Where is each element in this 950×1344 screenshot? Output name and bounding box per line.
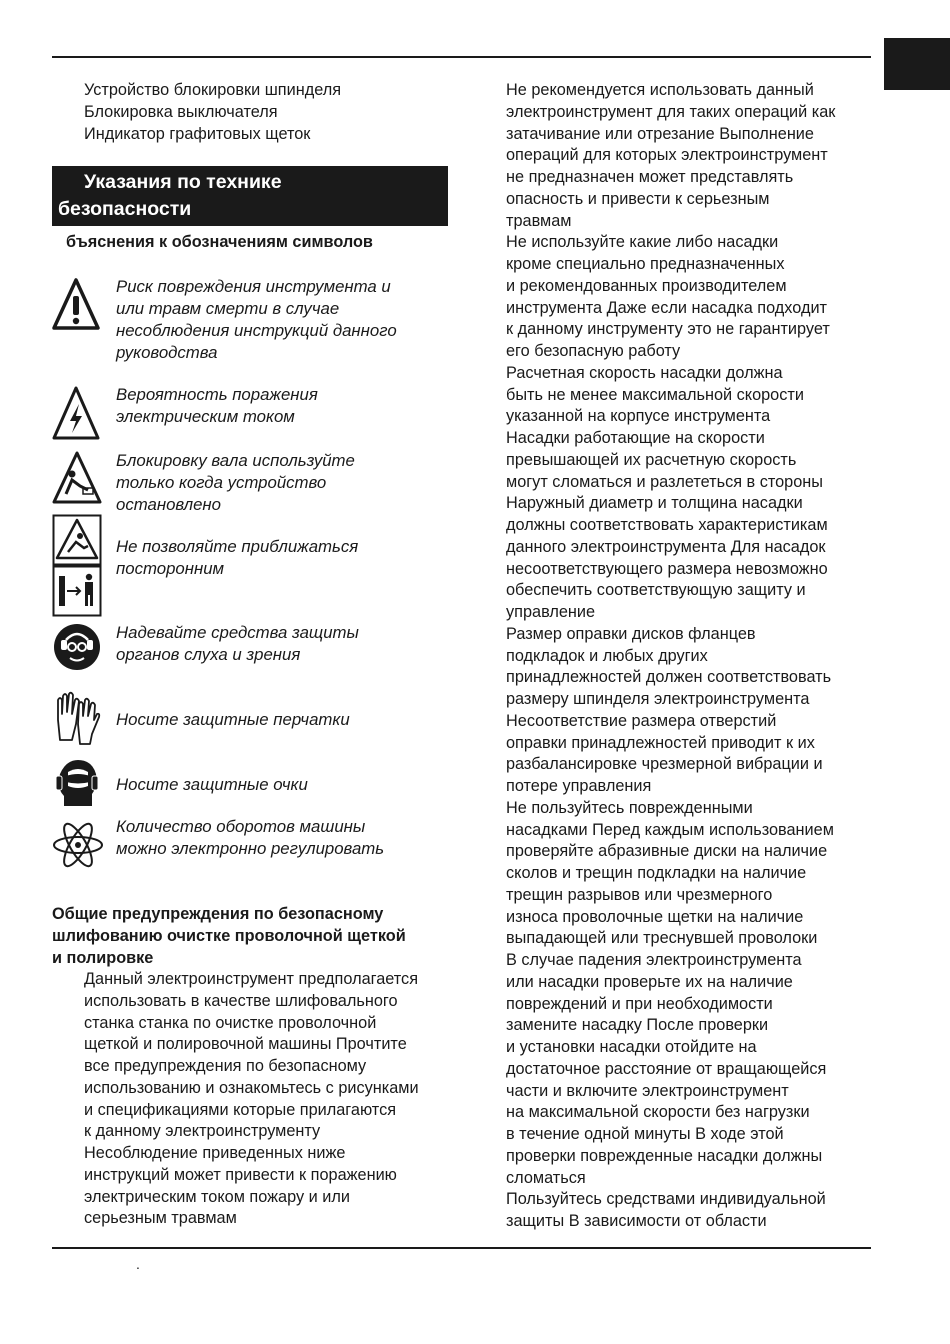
body-line: размеру шпинделя электроинструмента xyxy=(506,690,810,708)
body-line: в течение одной минуты В ходе этой xyxy=(506,1125,784,1143)
body-line: выпадающей или треснувшей проволоки xyxy=(506,929,818,948)
body-line: оправки принадлежностей приводит к их xyxy=(506,733,815,752)
heading-line: шлифованию очистке проволочной щеткой xyxy=(52,926,406,945)
body-line: кроме специально предназначенных xyxy=(506,255,785,273)
body-line: несоответствующего размера невозможно xyxy=(506,559,828,578)
general-warnings-body xyxy=(84,969,454,1230)
speed-control-icon xyxy=(52,816,104,874)
symbol-text-line: Носите защитные перчатки xyxy=(116,710,350,729)
body-line: все предупреждения по безопасному xyxy=(84,1057,367,1075)
body-line: Данный электроинструмент предполагается xyxy=(84,970,419,988)
body-line: В случае падения электроинструмента xyxy=(506,951,802,969)
body-line: должны соответствовать характеристикам xyxy=(506,516,828,534)
symbol-description xyxy=(116,816,446,860)
general-warnings-heading xyxy=(52,904,452,969)
body-line: не предназначен может представлять xyxy=(506,168,794,186)
body-line: инструмента Даже если насадка подходит xyxy=(506,298,827,317)
symbol-text-line: органов слуха и зрения xyxy=(116,645,301,664)
symbol-description xyxy=(116,774,446,796)
body-line: превышающей их расчетную скорость xyxy=(506,450,797,469)
body-line: затачивание или отрезание Выполнение xyxy=(506,124,814,143)
symbol-text-line: Не позволяйте приближаться xyxy=(116,537,359,556)
body-line: на максимальной скорости без нагрузки xyxy=(506,1103,810,1122)
symbol-description xyxy=(116,450,446,516)
heading-line: и полировке xyxy=(52,948,154,967)
symbol-text-line: Надевайте средства защиты xyxy=(116,623,359,642)
feature-item: Индикатор графитовых щеток xyxy=(84,124,311,143)
body-line: насадками Перед каждым использованием xyxy=(506,820,834,839)
symbol-text-line: или травм смерти в случае xyxy=(116,299,340,318)
body-line: серьезным травмам xyxy=(84,1209,237,1228)
symbol-description xyxy=(116,536,446,580)
symbol-text-line: Риск повреждения инструмента и xyxy=(116,277,391,296)
language-tab-marker xyxy=(884,38,950,90)
body-line: щеткой и полировочной машины Прочтите xyxy=(84,1035,407,1054)
symbol-text-line: можно электронно регулировать xyxy=(116,839,385,858)
body-line: сколов и трещин подкладки на наличие xyxy=(506,864,807,882)
feature-item: Устройство блокировки шпинделя xyxy=(84,81,342,99)
body-line: Несоответствие размера отверстий xyxy=(506,711,777,730)
body-line: и рекомендованных производителем xyxy=(506,276,787,295)
body-line: износа проволочные щетки на наличие xyxy=(506,907,804,926)
symbol-description xyxy=(116,622,446,666)
spindle-lock-icon xyxy=(52,450,102,506)
symbol-text-line: Количество оборотов машины xyxy=(116,817,366,836)
symbol-text-line: Вероятность поражения xyxy=(116,385,318,404)
body-line: использовать в качестве шлифовального xyxy=(84,991,398,1010)
symbol-text-line: электрическим током xyxy=(116,407,295,426)
body-line: обеспечить соответствующую защиту и xyxy=(506,581,806,600)
symbol-description xyxy=(116,709,446,731)
section-heading-line: Указания по технике xyxy=(84,171,282,193)
symbol-text-line: несоблюдения инструкций данного xyxy=(116,321,397,340)
body-line: электрическим током пожару и или xyxy=(84,1187,350,1206)
body-line: операций для которых электроинструмент xyxy=(506,146,828,165)
keep-bystanders-away-icon xyxy=(52,514,102,618)
warning-triangle-icon xyxy=(52,276,100,332)
body-line: к данному электроинструменту xyxy=(84,1122,321,1141)
symbol-description xyxy=(116,384,446,428)
body-line: части и включите электроинструмент xyxy=(506,1081,789,1100)
symbol-description xyxy=(116,276,446,364)
feature-list xyxy=(84,80,341,145)
feature-item: Блокировка выключателя xyxy=(84,102,278,121)
body-line: повреждений и при необходимости xyxy=(506,994,773,1013)
body-line: Не пользуйтесь поврежденными xyxy=(506,798,753,817)
symbol-text-line: остановлено xyxy=(116,495,221,514)
electric-shock-icon xyxy=(52,384,100,442)
body-line: и спецификациями которые прилагаются xyxy=(84,1100,397,1119)
body-line: Не используйте какие либо насадки xyxy=(506,233,779,252)
body-line: травмам xyxy=(506,211,572,230)
body-line: Расчетная скорость насадки должна xyxy=(506,363,783,382)
symbol-text-line: Носите защитные очки xyxy=(116,775,308,794)
body-line: потере управления xyxy=(506,777,652,795)
body-line: принадлежностей должен соответствовать xyxy=(506,668,832,687)
body-line: Насадки работающие на скорости xyxy=(506,429,765,447)
body-line: разбалансировке чрезмерной вибрации и xyxy=(506,755,823,774)
body-line: использованию и ознакомьтесь с рисунками xyxy=(84,1078,419,1097)
body-line: к данному инструменту это не гарантирует xyxy=(506,320,830,339)
heading-line: Общие предупреждения по безопасному xyxy=(52,905,384,923)
right-column-text xyxy=(506,80,878,1233)
body-line: защиты В зависимости от области xyxy=(506,1212,767,1230)
body-line: замените насадку После проверки xyxy=(506,1016,769,1035)
body-line: Пользуйтесь средствами индивидуальной xyxy=(506,1190,826,1209)
body-line: или насадки проверьте их на наличие xyxy=(506,972,793,991)
body-line: опасность и привести к серьезным xyxy=(506,189,770,208)
symbol-text-line: Блокировку вала используйте xyxy=(116,451,355,470)
footer-mark: . xyxy=(136,1256,140,1272)
body-line: инструкций может привести к поражению xyxy=(84,1165,397,1184)
section-heading-line: безопасности xyxy=(58,198,192,220)
body-line: Размер оправки дисков фланцев xyxy=(506,624,756,643)
body-line: и установки насадки отойдите на xyxy=(506,1038,757,1056)
section-heading xyxy=(52,166,448,226)
body-line: данного электроинструмента Для насадок xyxy=(506,537,826,556)
body-line: его безопасную работу xyxy=(506,342,681,360)
body-line: проверки поврежденные насадки должны xyxy=(506,1146,823,1165)
body-line: сломаться xyxy=(506,1168,586,1187)
body-line: электроинструмент для таких операций как xyxy=(506,102,836,121)
goggles-icon xyxy=(52,756,102,810)
body-line: станка станка по очистке проволочной xyxy=(84,1013,377,1032)
body-line: могут сломаться и разлететься в стороны xyxy=(506,472,823,491)
body-line: подкладок и любых других xyxy=(506,646,708,665)
body-line: трещин разрывов или чрезмерного xyxy=(506,885,773,904)
body-line: достаточное расстояние от вращающейся xyxy=(506,1059,827,1078)
body-line: Несоблюдение приведенных ниже xyxy=(84,1144,346,1162)
ear-eye-protection-icon xyxy=(52,622,102,672)
body-line: указанной на корпусе инструмента xyxy=(506,407,771,426)
top-rule xyxy=(52,56,871,58)
symbols-heading: бъяснения к обозначениям символов xyxy=(66,233,373,251)
symbol-text-line: руководства xyxy=(116,343,218,362)
body-line: управление xyxy=(506,603,596,621)
body-line: Наружный диаметр и толщина насадки xyxy=(506,494,803,513)
gloves-icon xyxy=(52,690,102,746)
body-line: быть не менее максимальной скорости xyxy=(506,385,804,404)
body-line: проверяйте абразивные диски на наличие xyxy=(506,842,828,861)
body-line: Не рекомендуется использовать данный xyxy=(506,81,814,99)
symbol-text-line: только когда устройство xyxy=(116,473,327,492)
symbol-text-line: посторонним xyxy=(116,559,225,578)
bottom-rule xyxy=(52,1247,871,1249)
